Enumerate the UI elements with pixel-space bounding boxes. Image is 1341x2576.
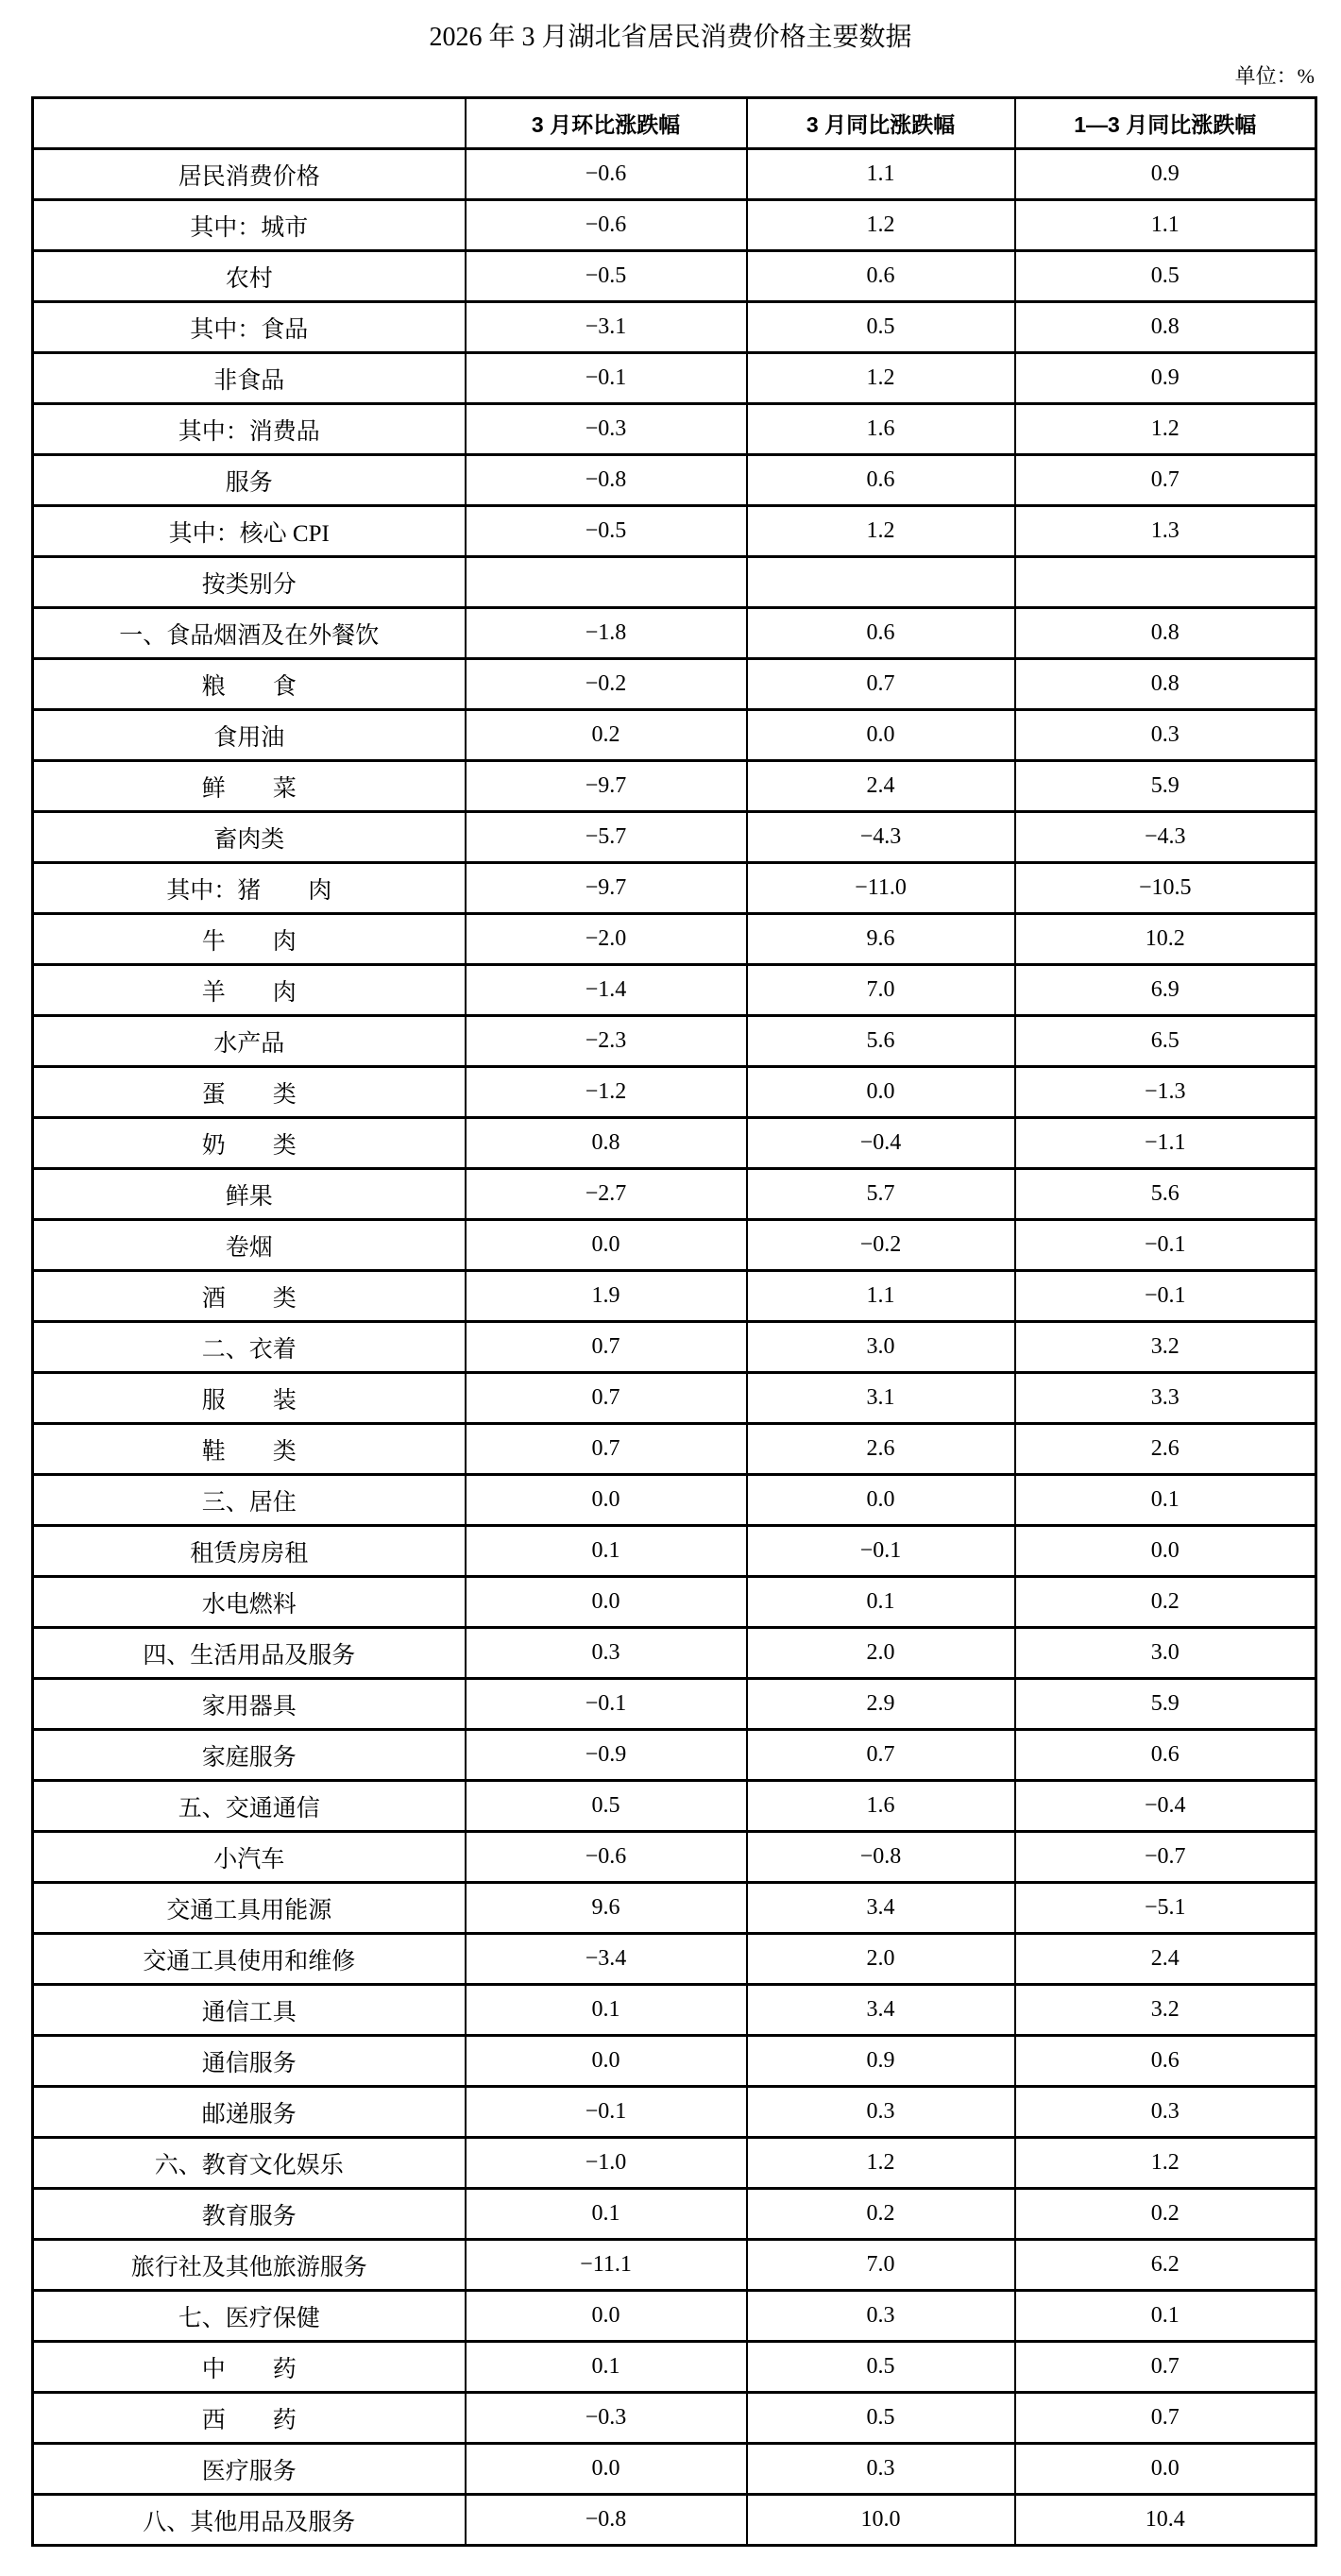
yoy-value: −0.2 (747, 1220, 1015, 1271)
row-label: 八、其他用品及服务 (33, 2495, 466, 2546)
mom-value: −2.3 (466, 1016, 747, 1067)
mom-value: −3.4 (466, 1934, 747, 1985)
cumulative-value: 6.2 (1015, 2240, 1316, 2291)
row-label: 二、衣着 (33, 1322, 466, 1373)
row-label: 农村 (33, 251, 466, 302)
cumulative-value: 2.6 (1015, 1424, 1316, 1475)
yoy-value: −4.3 (747, 812, 1015, 863)
cumulative-value: 0.8 (1015, 659, 1316, 710)
row-label: 六、教育文化娱乐 (33, 2138, 466, 2189)
row-label: 服 装 (33, 1373, 466, 1424)
table-row (33, 2138, 1316, 2189)
cumulative-value: 0.8 (1015, 302, 1316, 353)
table-row (33, 1577, 1316, 1628)
cumulative-value: 0.0 (1015, 1526, 1316, 1577)
table-row (33, 1526, 1316, 1577)
table-row (33, 1424, 1316, 1475)
yoy-value: 5.7 (747, 1169, 1015, 1220)
mom-value: 0.3 (466, 1628, 747, 1679)
row-label: 中 药 (33, 2342, 466, 2393)
table-row (33, 1730, 1316, 1781)
row-label: 鞋 类 (33, 1424, 466, 1475)
yoy-value: −0.4 (747, 1118, 1015, 1169)
row-label: 四、生活用品及服务 (33, 1628, 466, 1679)
cumulative-value: 0.3 (1015, 2087, 1316, 2138)
row-label: 鲜 菜 (33, 761, 466, 812)
mom-value: 0.2 (466, 710, 747, 761)
yoy-value: 1.2 (747, 200, 1015, 251)
table-row (33, 1985, 1316, 2036)
cumulative-value: 3.0 (1015, 1628, 1316, 1679)
row-label: 交通工具用能源 (33, 1883, 466, 1934)
row-label: 邮递服务 (33, 2087, 466, 2138)
cumulative-value: −4.3 (1015, 812, 1316, 863)
cumulative-value: 0.6 (1015, 2036, 1316, 2087)
row-label: 按类别分 (33, 557, 466, 608)
mom-value: −0.8 (466, 455, 747, 506)
cumulative-value: 5.9 (1015, 1679, 1316, 1730)
row-label: 旅行社及其他旅游服务 (33, 2240, 466, 2291)
unit-note: 单位：% (1234, 64, 1315, 88)
yoy-value: 2.0 (747, 1628, 1015, 1679)
mom-value: −1.4 (466, 965, 747, 1016)
row-label: 鲜果 (33, 1169, 466, 1220)
mom-value: 0.1 (466, 2189, 747, 2240)
yoy-value: −0.1 (747, 1526, 1015, 1577)
cumulative-value: 3.3 (1015, 1373, 1316, 1424)
table-row (33, 2189, 1316, 2240)
yoy-value: 0.7 (747, 1730, 1015, 1781)
mom-value: 0.7 (466, 1373, 747, 1424)
cumulative-value: 0.0 (1015, 2444, 1316, 2495)
yoy-value: 0.6 (747, 455, 1015, 506)
table-row (33, 2240, 1316, 2291)
mom-value: −0.6 (466, 149, 747, 200)
yoy-value: 0.6 (747, 608, 1015, 659)
table-row (33, 1373, 1316, 1424)
cumulative-value: 3.2 (1015, 1322, 1316, 1373)
row-label: 居民消费价格 (33, 149, 466, 200)
cumulative-value: 0.7 (1015, 2393, 1316, 2444)
table-row (33, 1169, 1316, 1220)
table-row (33, 200, 1316, 251)
table-body (33, 149, 1316, 2546)
table-row (33, 710, 1316, 761)
yoy-value: 7.0 (747, 965, 1015, 1016)
mom-value: −0.9 (466, 1730, 747, 1781)
row-label: 七、医疗保健 (33, 2291, 466, 2342)
yoy-value: 0.3 (747, 2087, 1015, 2138)
row-label: 五、交通通信 (33, 1781, 466, 1832)
row-label: 一、食品烟酒及在外餐饮 (33, 608, 466, 659)
mom-value: 0.0 (466, 2036, 747, 2087)
table-row (33, 353, 1316, 404)
cumulative-value: 5.9 (1015, 761, 1316, 812)
table-row (33, 1934, 1316, 1985)
mom-value: −11.1 (466, 2240, 747, 2291)
mom-value: −2.0 (466, 914, 747, 965)
table-row (33, 2393, 1316, 2444)
row-label: 牛 肉 (33, 914, 466, 965)
page-title: 2026 年 3 月湖北省居民消费价格主要数据 (429, 23, 912, 52)
yoy-value (747, 557, 1015, 608)
row-label: 三、居住 (33, 1475, 466, 1526)
row-label: 食用油 (33, 710, 466, 761)
yoy-value: 1.1 (747, 1271, 1015, 1322)
table-row (33, 863, 1316, 914)
mom-value: −1.2 (466, 1067, 747, 1118)
row-label: 奶 类 (33, 1118, 466, 1169)
table-row (33, 1781, 1316, 1832)
table-row (33, 2444, 1316, 2495)
cumulative-value: 10.4 (1015, 2495, 1316, 2546)
cumulative-value: 10.2 (1015, 914, 1316, 965)
cumulative-value: −1.1 (1015, 1118, 1316, 1169)
mom-value: 1.9 (466, 1271, 747, 1322)
mom-value: −0.5 (466, 251, 747, 302)
row-label: 其中：消费品 (33, 404, 466, 455)
cumulative-value: 0.3 (1015, 710, 1316, 761)
mom-value: 0.0 (466, 1577, 747, 1628)
cumulative-value: 0.7 (1015, 2342, 1316, 2393)
cumulative-value (1015, 557, 1316, 608)
row-label: 家用器具 (33, 1679, 466, 1730)
cumulative-value: −0.7 (1015, 1832, 1316, 1883)
cumulative-value: 6.5 (1015, 1016, 1316, 1067)
yoy-value: −0.8 (747, 1832, 1015, 1883)
table-row (33, 1220, 1316, 1271)
yoy-value: 0.0 (747, 1067, 1015, 1118)
table-row (33, 1016, 1316, 1067)
cumulative-value: −5.1 (1015, 1883, 1316, 1934)
mom-value: 9.6 (466, 1883, 747, 1934)
row-label: 畜肉类 (33, 812, 466, 863)
cumulative-value: −0.1 (1015, 1220, 1316, 1271)
cumulative-value: 1.3 (1015, 506, 1316, 557)
yoy-value: 1.6 (747, 404, 1015, 455)
table-row (33, 1628, 1316, 1679)
mom-value: −0.6 (466, 200, 747, 251)
row-label: 其中：城市 (33, 200, 466, 251)
mom-value: 0.7 (466, 1322, 747, 1373)
yoy-value: 0.6 (747, 251, 1015, 302)
mom-value: −0.3 (466, 2393, 747, 2444)
yoy-value: 9.6 (747, 914, 1015, 965)
table-row (33, 659, 1316, 710)
yoy-value: 2.0 (747, 1934, 1015, 1985)
yoy-value: 2.6 (747, 1424, 1015, 1475)
row-label: 羊 肉 (33, 965, 466, 1016)
row-label: 水电燃料 (33, 1577, 466, 1628)
row-label: 教育服务 (33, 2189, 466, 2240)
mom-value (466, 557, 747, 608)
cumulative-value: −1.3 (1015, 1067, 1316, 1118)
table-row (33, 455, 1316, 506)
mom-value: 0.5 (466, 1781, 747, 1832)
row-label: 蛋 类 (33, 1067, 466, 1118)
cumulative-value: 3.2 (1015, 1985, 1316, 2036)
mom-value: −1.0 (466, 2138, 747, 2189)
mom-value: 0.7 (466, 1424, 747, 1475)
mom-value: 0.0 (466, 2291, 747, 2342)
mom-value: −0.3 (466, 404, 747, 455)
row-label: 非食品 (33, 353, 466, 404)
mom-value: 0.1 (466, 1985, 747, 2036)
row-label: 西 药 (33, 2393, 466, 2444)
row-label: 卷烟 (33, 1220, 466, 1271)
row-label: 服务 (33, 455, 466, 506)
yoy-value: 0.9 (747, 2036, 1015, 2087)
table-row (33, 2495, 1316, 2546)
table-row (33, 1118, 1316, 1169)
yoy-value: 0.5 (747, 2342, 1015, 2393)
row-label: 其中：猪 肉 (33, 863, 466, 914)
yoy-value: 0.5 (747, 302, 1015, 353)
table-row (33, 557, 1316, 608)
cumulative-value: 5.6 (1015, 1169, 1316, 1220)
yoy-value: 2.4 (747, 761, 1015, 812)
mom-value: −9.7 (466, 761, 747, 812)
yoy-value: 3.4 (747, 1985, 1015, 2036)
table-row (33, 404, 1316, 455)
row-label: 交通工具使用和维修 (33, 1934, 466, 1985)
row-label: 酒 类 (33, 1271, 466, 1322)
cumulative-value: 6.9 (1015, 965, 1316, 1016)
row-label: 通信工具 (33, 1985, 466, 2036)
mom-value: −5.7 (466, 812, 747, 863)
mom-value: 0.1 (466, 2342, 747, 2393)
table-row (33, 1067, 1316, 1118)
yoy-value: 1.6 (747, 1781, 1015, 1832)
header-row (33, 98, 1316, 149)
header-indicator-column (33, 98, 466, 149)
yoy-value: 0.0 (747, 1475, 1015, 1526)
cumulative-value: −10.5 (1015, 863, 1316, 914)
cumulative-value: 0.2 (1015, 1577, 1316, 1628)
mom-value: −0.5 (466, 506, 747, 557)
row-label: 家庭服务 (33, 1730, 466, 1781)
table-row (33, 1475, 1316, 1526)
mom-value: −0.2 (466, 659, 747, 710)
table-row (33, 1832, 1316, 1883)
table-row (33, 302, 1316, 353)
row-label: 通信服务 (33, 2036, 466, 2087)
row-label: 粮 食 (33, 659, 466, 710)
mom-value: 0.0 (466, 1220, 747, 1271)
cumulative-value: 0.9 (1015, 353, 1316, 404)
yoy-value: 1.2 (747, 353, 1015, 404)
cumulative-value: 0.7 (1015, 455, 1316, 506)
mom-value: 0.8 (466, 1118, 747, 1169)
table-row (33, 1883, 1316, 1934)
table-row (33, 506, 1316, 557)
yoy-value: 0.0 (747, 710, 1015, 761)
cumulative-value: 0.8 (1015, 608, 1316, 659)
mom-value: −3.1 (466, 302, 747, 353)
cumulative-value: −0.1 (1015, 1271, 1316, 1322)
cumulative-value: 1.2 (1015, 2138, 1316, 2189)
yoy-value: 3.1 (747, 1373, 1015, 1424)
table-row (33, 1322, 1316, 1373)
yoy-value: 7.0 (747, 2240, 1015, 2291)
table-row (33, 914, 1316, 965)
cumulative-value: 0.1 (1015, 1475, 1316, 1526)
cumulative-value: 0.1 (1015, 2291, 1316, 2342)
cumulative-value: 1.1 (1015, 200, 1316, 251)
table-row (33, 251, 1316, 302)
mom-value: −0.6 (466, 1832, 747, 1883)
yoy-value: 0.3 (747, 2444, 1015, 2495)
table-row (33, 2036, 1316, 2087)
yoy-value: 0.3 (747, 2291, 1015, 2342)
row-label: 租赁房房租 (33, 1526, 466, 1577)
mom-value: −1.8 (466, 608, 747, 659)
table-row (33, 608, 1316, 659)
yoy-value: 3.4 (747, 1883, 1015, 1934)
cumulative-value: 0.2 (1015, 2189, 1316, 2240)
table-row (33, 2291, 1316, 2342)
row-label: 医疗服务 (33, 2444, 466, 2495)
yoy-value: 2.9 (747, 1679, 1015, 1730)
yoy-value: 1.1 (747, 149, 1015, 200)
table-row (33, 2087, 1316, 2138)
mom-value: −9.7 (466, 863, 747, 914)
table-row (33, 812, 1316, 863)
row-label: 其中：核心 CPI (33, 506, 466, 557)
cumulative-value: 0.5 (1015, 251, 1316, 302)
yoy-value: 5.6 (747, 1016, 1015, 1067)
row-label: 小汽车 (33, 1832, 466, 1883)
mom-value: −2.7 (466, 1169, 747, 1220)
cumulative-value: 1.2 (1015, 404, 1316, 455)
yoy-value: 1.2 (747, 2138, 1015, 2189)
table-row (33, 1679, 1316, 1730)
yoy-value: 0.2 (747, 2189, 1015, 2240)
mom-value: 0.0 (466, 2444, 747, 2495)
yoy-value: 0.5 (747, 2393, 1015, 2444)
header-year-on-year: 3 月同比涨跌幅 (747, 98, 1015, 149)
yoy-value: −11.0 (747, 863, 1015, 914)
mom-value: −0.1 (466, 353, 747, 404)
mom-value: −0.1 (466, 2087, 747, 2138)
yoy-value: 0.1 (747, 1577, 1015, 1628)
yoy-value: 0.7 (747, 659, 1015, 710)
table-row (33, 2342, 1316, 2393)
mom-value: 0.1 (466, 1526, 747, 1577)
yoy-value: 10.0 (747, 2495, 1015, 2546)
row-label: 水产品 (33, 1016, 466, 1067)
cpi-table (31, 96, 1317, 2547)
mom-value: −0.1 (466, 1679, 747, 1730)
table-row (33, 761, 1316, 812)
mom-value: 0.0 (466, 1475, 747, 1526)
header-month-on-month: 3 月环比涨跌幅 (466, 98, 747, 149)
cumulative-value: 0.9 (1015, 149, 1316, 200)
header-cumulative-yoy: 1—3 月同比涨跌幅 (1015, 98, 1316, 149)
cumulative-value: −0.4 (1015, 1781, 1316, 1832)
cumulative-value: 2.4 (1015, 1934, 1316, 1985)
table-row (33, 1271, 1316, 1322)
table-row (33, 965, 1316, 1016)
mom-value: −0.8 (466, 2495, 747, 2546)
table-row (33, 149, 1316, 200)
row-label: 其中：食品 (33, 302, 466, 353)
cumulative-value: 0.6 (1015, 1730, 1316, 1781)
yoy-value: 1.2 (747, 506, 1015, 557)
yoy-value: 3.0 (747, 1322, 1015, 1373)
